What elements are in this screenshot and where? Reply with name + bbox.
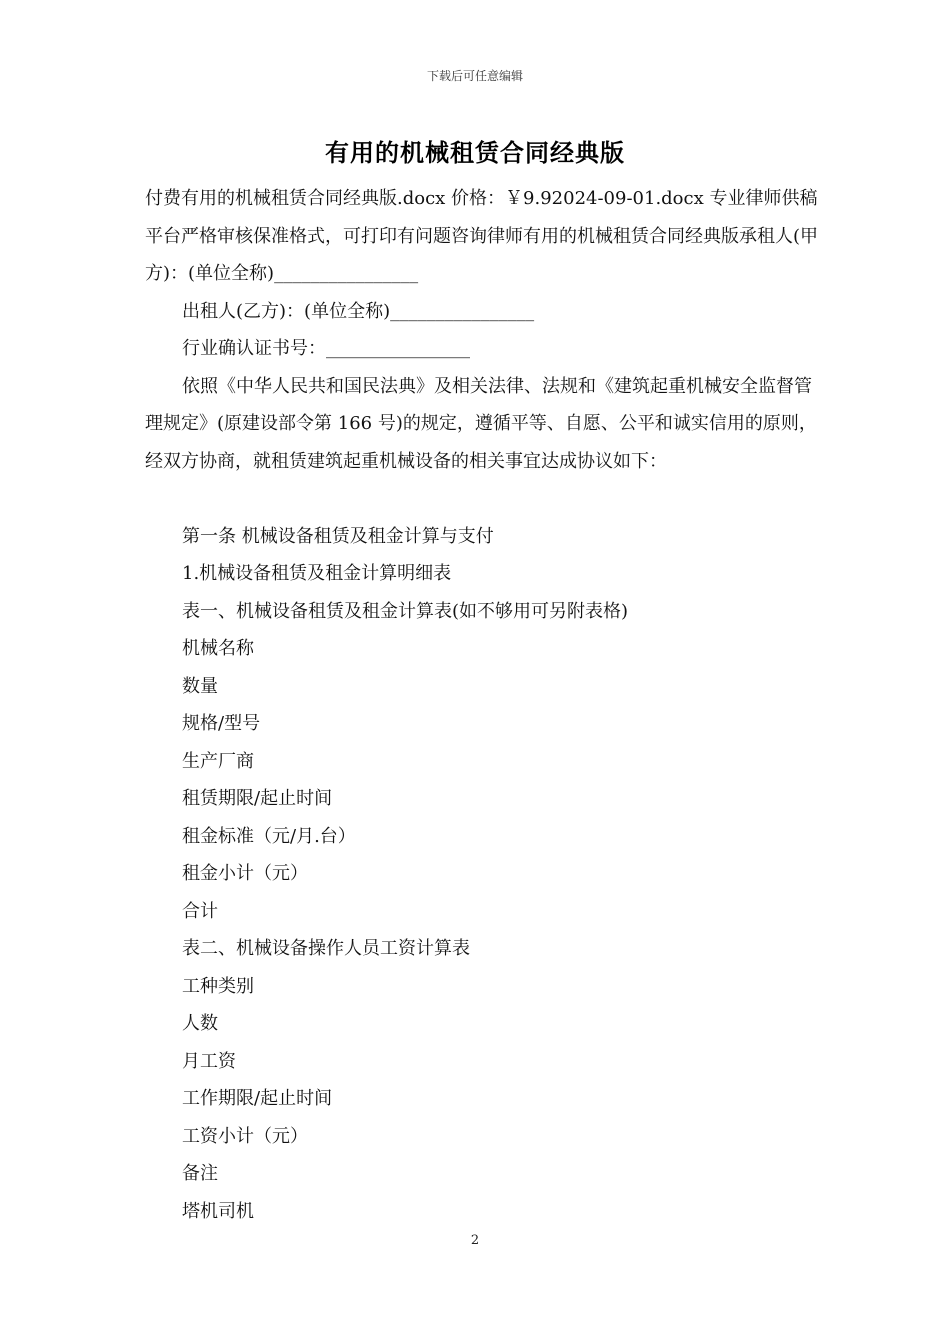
- item-heading: 1.机械设备租赁及租金计算明细表: [182, 563, 452, 584]
- article-heading: 第一条 机械设备租赁及租金计算与支付: [182, 525, 494, 547]
- table-2-field: 备注: [182, 1163, 218, 1184]
- table-1-field: 租金标准（元/月.台）: [182, 825, 356, 847]
- table-2-field: 工种类别: [182, 975, 254, 997]
- table-1-field: 合计: [182, 900, 218, 922]
- table-2-field: 工作期限/起止时间: [182, 1088, 333, 1109]
- legal-basis-paragraph: 依照《中华人民共和国民法典》及相关法律、法规和《建筑起重机械安全监督管理规定》(原建设部令第 166 号)的规定，遵循平等、自愿、公平和诚实信用的原则，经双方协商，就租赁建筑起重机械设备的相关事宜达成协议如下：: [145, 375, 817, 472]
- document-body: [145, 180, 825, 1230]
- lessor-line: 出租人(乙方)：(单位全称)________________: [182, 300, 535, 322]
- table-1-field: 规格/型号: [182, 713, 261, 734]
- table-2-field: 月工资: [182, 1050, 236, 1072]
- table-2-field: 人数: [182, 1013, 218, 1034]
- table-2-field: 工资小计（元）: [182, 1125, 308, 1147]
- table-1-title: 表一、机械设备租赁及租金计算表(如不够用可另附表格): [182, 600, 629, 622]
- document-title: 有用的机械租赁合同经典版: [325, 138, 625, 167]
- table-1-field: 租赁期限/起止时间: [182, 788, 333, 809]
- table-1-field: 生产厂商: [182, 750, 254, 772]
- header-note: 下载后可任意编辑: [426, 69, 523, 83]
- page-number: 2: [470, 1233, 480, 1248]
- table-2-title: 表二、机械设备操作人员工资计算表: [182, 938, 470, 959]
- cert-number-line: 行业确认证书号：________________: [182, 338, 470, 359]
- table-1-field: 数量: [182, 675, 218, 697]
- table-1-field: 机械名称: [182, 638, 254, 659]
- intro-paragraph: 付费有用的机械租赁合同经典版.docx 价格：￥9.92024-09-01.docx 专业律师供稿平台严格审核保准格式，可打印有问题咨询律师有用的机械租赁合同经典版承租人(甲方)：(单位全称)________________: [145, 188, 819, 284]
- paragraph-spacer: [145, 480, 825, 518]
- table-2-field: 塔机司机: [182, 1200, 254, 1222]
- table-1-field: 租金小计（元）: [182, 863, 308, 884]
